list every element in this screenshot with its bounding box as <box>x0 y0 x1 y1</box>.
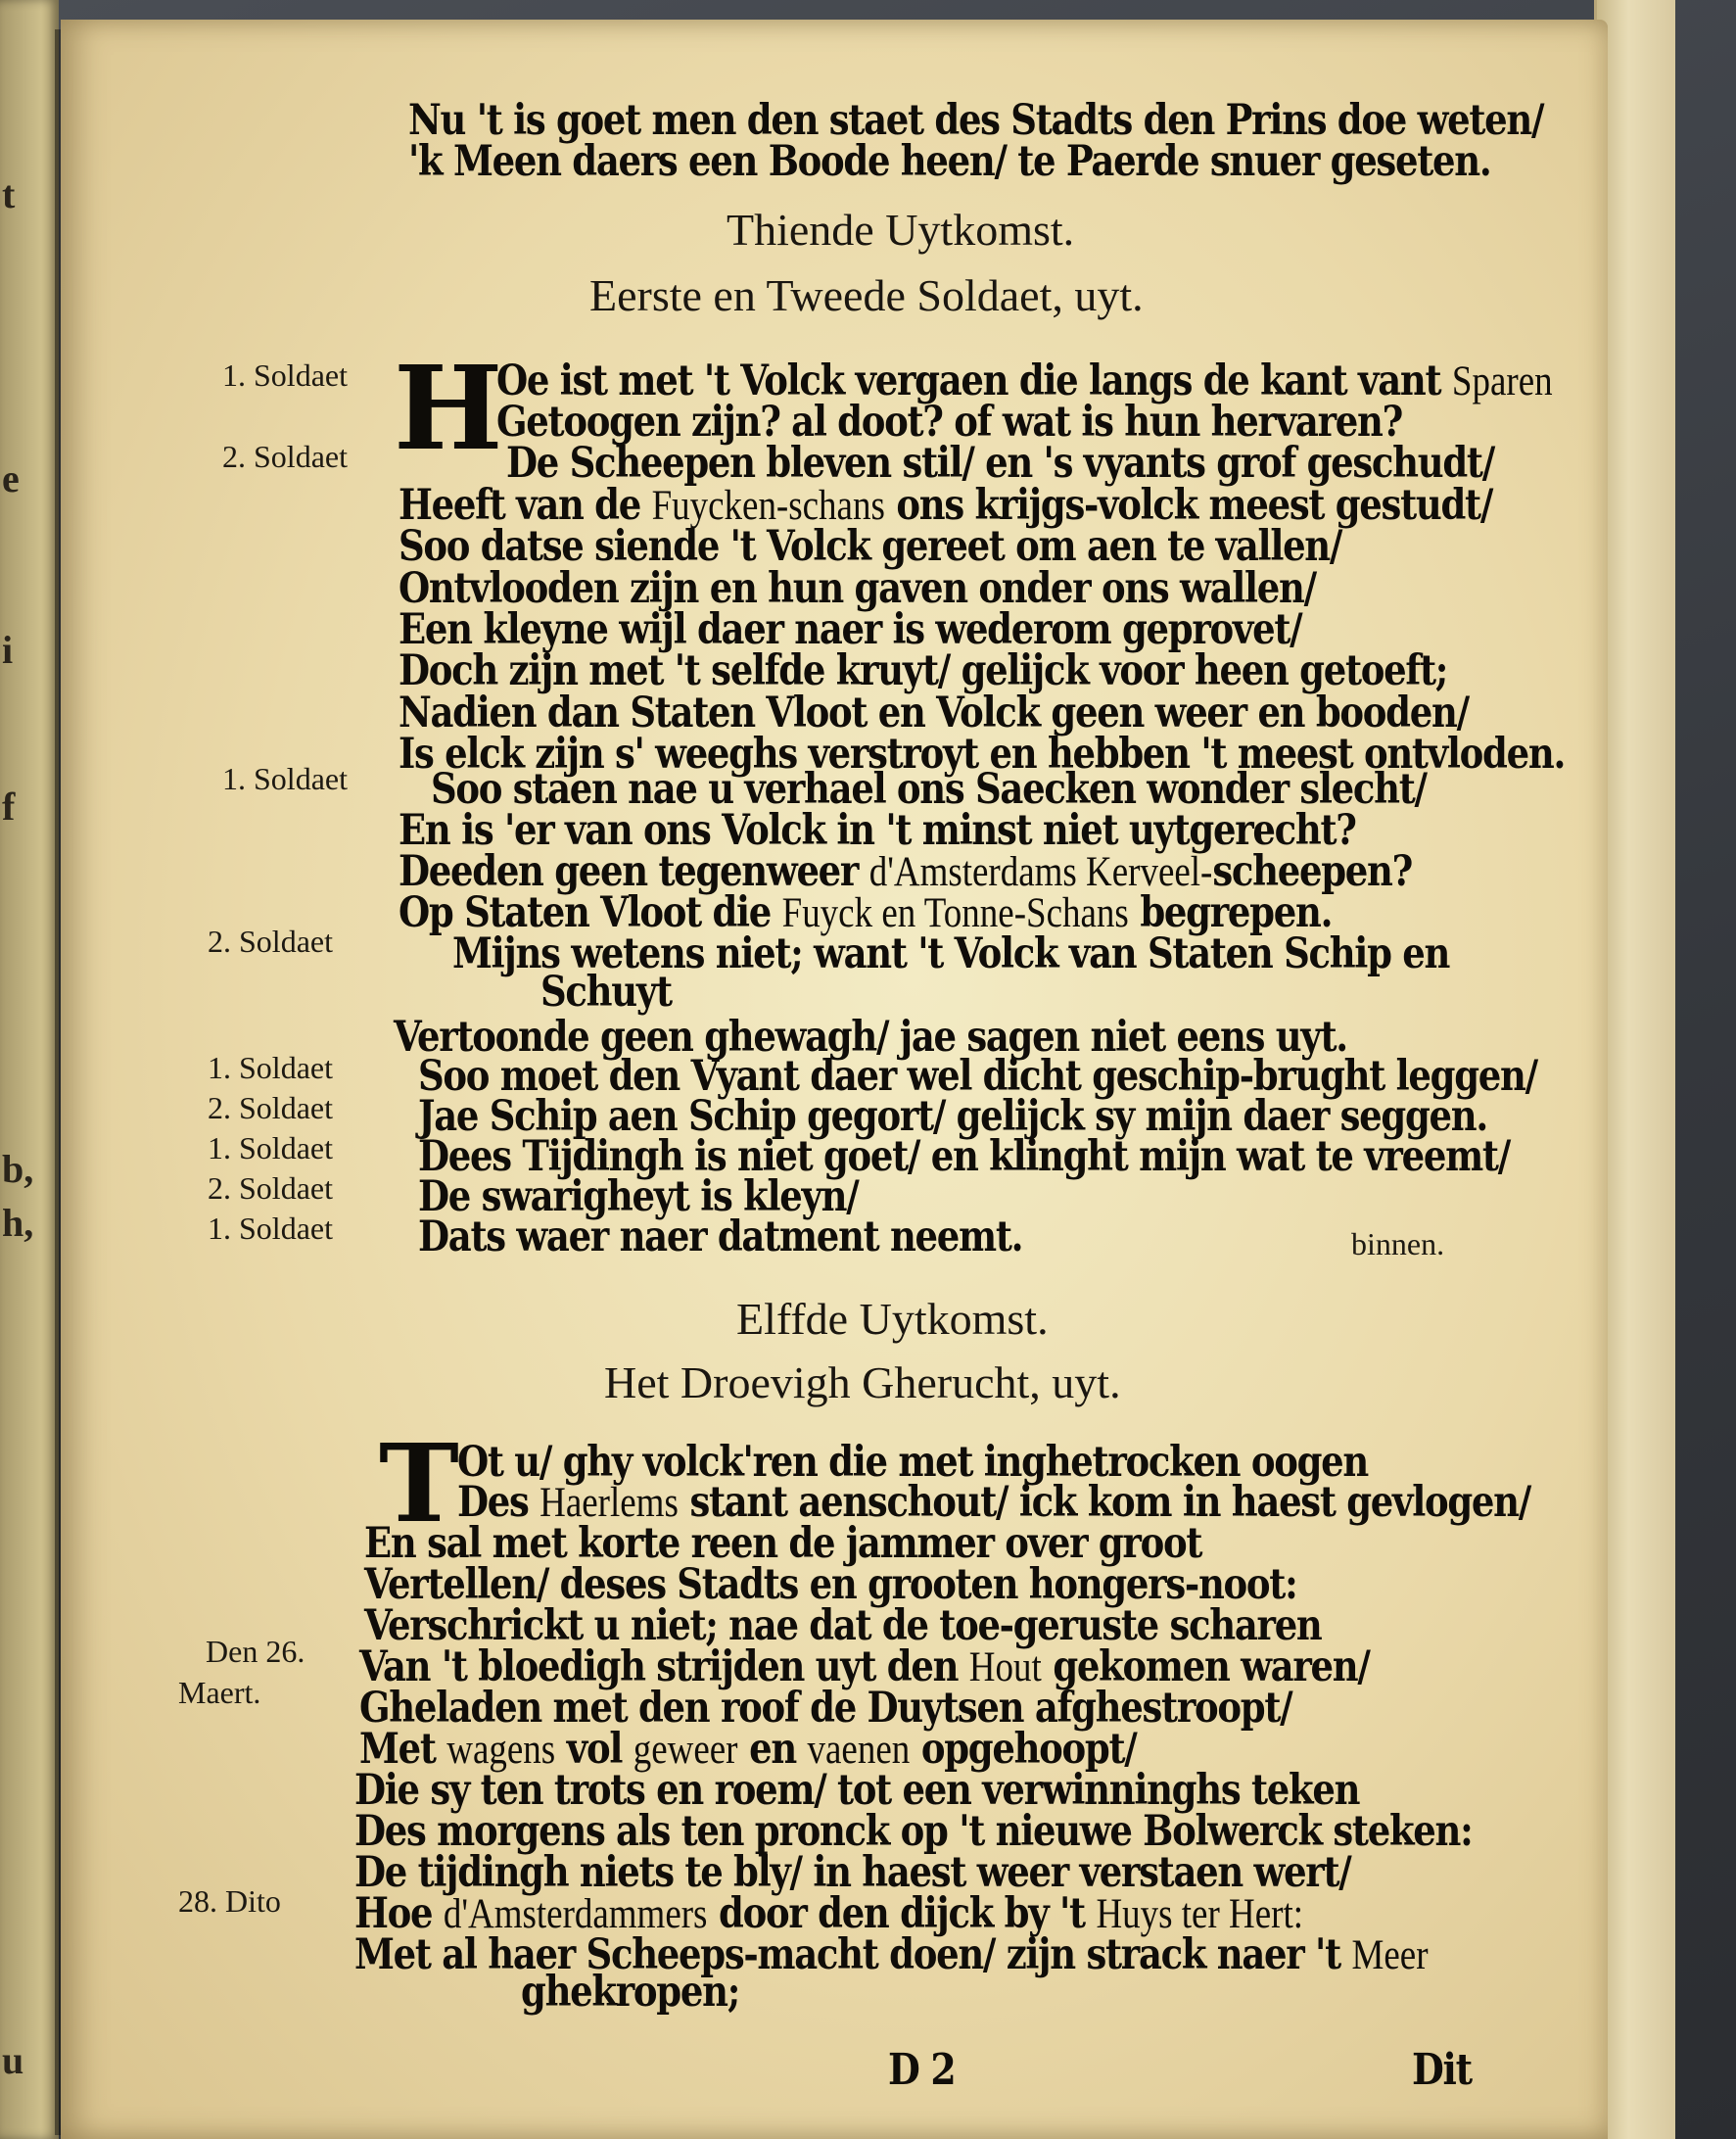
verse-line: Soo datse siende 't Volck gereet om aen te vallen/ <box>399 522 1342 571</box>
verse-line: Een kleyne wijl daer naer is wederom geprovet/ <box>399 605 1302 654</box>
drop-cap: H <box>394 340 503 476</box>
left-fragment: f <box>2 784 16 829</box>
verse-line: Gheladen met den roof de Duytsen afghestroopt/ <box>359 1684 1292 1733</box>
verse-line: Dats waer naer datment neemt. <box>418 1212 1023 1261</box>
speaker-label: 2. Soldaet <box>222 439 348 474</box>
section-heading: Elffde Uytkomst. <box>736 1294 1049 1344</box>
verse-line: De swarigheyt is kleyn/ <box>418 1172 859 1221</box>
verse-line: Mijns wetens niet; want 't Volck van Staten Schip en <box>452 929 1450 978</box>
verse-line: Hoe d'Amsterdammers door den dijck by 't Huys ter Hert: <box>354 1889 1304 1938</box>
verse-line: Oe ist met 't Volck vergaen die langs de kant vant Sparen <box>496 356 1553 405</box>
speaker-label: 2. Soldaet <box>208 1170 333 1206</box>
verse-line: Dees Tijdingh is niet goet/ en klinght mijn wat te vreemt/ <box>418 1132 1510 1181</box>
verse-line: Deeden geen tegenweer d'Amsterdams Kerveel-scheepen? <box>399 847 1412 896</box>
speaker-label: 2. Soldaet <box>208 1090 333 1125</box>
verse-line: Is elck zijn s' weeghs verstroyt en hebben 't meest ontvloden. <box>399 730 1566 779</box>
signature-mark: D 2 <box>888 2045 956 2095</box>
verse-line: Getoogen zijn? al doot? of wat is hun hervaren? <box>496 398 1402 447</box>
verse-line: En sal met korte reen de jammer over groot <box>364 1519 1202 1568</box>
margin-note: Den 26. <box>206 1634 305 1669</box>
section-subheading: Het Droevigh Gherucht, uyt. <box>604 1357 1121 1407</box>
section-subheading: Eerste en Tweede Soldaet, uyt. <box>589 270 1144 320</box>
left-fragment: h, <box>2 1201 34 1245</box>
verse-line: Jae Schip aen Schip gegort/ gelijck sy mijn daer seggen. <box>418 1092 1487 1141</box>
verse-line: Schuyt <box>540 968 672 1017</box>
left-fragment: i <box>2 628 14 672</box>
verse-line: Doch zijn met 't selfde kruyt/ gelijck voor heen getoeft; <box>399 646 1448 695</box>
speaker-label: 2. Soldaet <box>208 924 333 959</box>
verse-line: En is 'er van ons Volck in 't minst niet uytgerecht? <box>399 806 1356 855</box>
left-fragment: b, <box>2 1147 34 1191</box>
verse-line: Ot u/ ghy volck'ren die met inghetrocken oogen <box>457 1438 1369 1487</box>
speaker-label: 1. Soldaet <box>222 761 348 796</box>
verse-line: Soo moet den Vyant daer wel dicht geschip-brught leggen/ <box>418 1052 1537 1101</box>
margin-note: Maert. <box>178 1675 261 1710</box>
left-page-edge <box>0 0 59 2139</box>
drop-cap: T <box>379 1420 459 1546</box>
speaker-label: 1. Soldaet <box>208 1211 333 1246</box>
verse-line: De Scheepen bleven stil/ en 's vyants grof geschudt/ <box>506 439 1494 488</box>
verse-line: Des morgens als ten pronck op 't nieuwe Bolwerck steken: <box>354 1807 1473 1856</box>
stage-direction: binnen. <box>1351 1226 1445 1261</box>
speaker-label: 1. Soldaet <box>208 1050 333 1085</box>
verse-line: Vertellen/ deses Stadts en grooten hongers-noot: <box>364 1560 1297 1609</box>
verse-line: Ontvlooden zijn en hun gaven onder ons wallen/ <box>399 564 1316 613</box>
verse-line: ghekropen; <box>521 1968 740 2017</box>
verse-line: Die sy ten trots en roem/ tot een verwinninghs teken <box>354 1766 1360 1815</box>
verse-line: Nu 't is goet men den staet des Stadts den Prins doe weten/ <box>408 96 1544 145</box>
verse-line: Van 't bloedigh strijden uyt den Hout gekomen waren/ <box>359 1642 1370 1691</box>
verse-line: Met wagens vol geweer en vaenen opgehoopt/ <box>359 1725 1137 1774</box>
verse-line: Vertoonde geen ghewagh/ jae sagen niet eens uyt. <box>394 1013 1347 1062</box>
speaker-label: 1. Soldaet <box>208 1130 333 1165</box>
verse-line: Soo staen nae u verhael ons Saecken wonder slecht/ <box>431 765 1427 814</box>
verse-line: Heeft van de Fuycken-schans ons krijgs-volck meest gestudt/ <box>399 481 1493 530</box>
verse-line: Verschrickt u niet; nae dat de toe-geruste scharen <box>364 1601 1322 1650</box>
margin-note: 28. Dito <box>178 1883 281 1919</box>
verse-line: 'k Meen daers een Boode heen/ te Paerde snuer geseten. <box>408 137 1491 186</box>
speaker-label: 1. Soldaet <box>222 357 348 393</box>
verse-line: De tijdingh niets te bly/ in haest weer verstaen wert/ <box>354 1848 1351 1897</box>
verse-line: Des Haerlems stant aenschout/ ick kom in haest gevlogen/ <box>457 1478 1530 1527</box>
left-fragment: u <box>2 2038 24 2082</box>
left-fragment: t <box>2 172 16 216</box>
verse-line: Op Staten Vloot die Fuyck en Tonne-Schans begrepen. <box>399 888 1333 937</box>
book-page <box>61 20 1608 2139</box>
verse-line: Met al haer Scheeps-macht doen/ zijn strack naer 't Meer <box>354 1930 1429 1979</box>
left-fragment: e <box>2 456 20 500</box>
section-heading: Thiende Uytkomst. <box>727 205 1075 255</box>
verse-line: Nadien dan Staten Vloot en Volck geen weer en booden/ <box>399 689 1469 737</box>
catchword: Dit <box>1412 2045 1472 2095</box>
